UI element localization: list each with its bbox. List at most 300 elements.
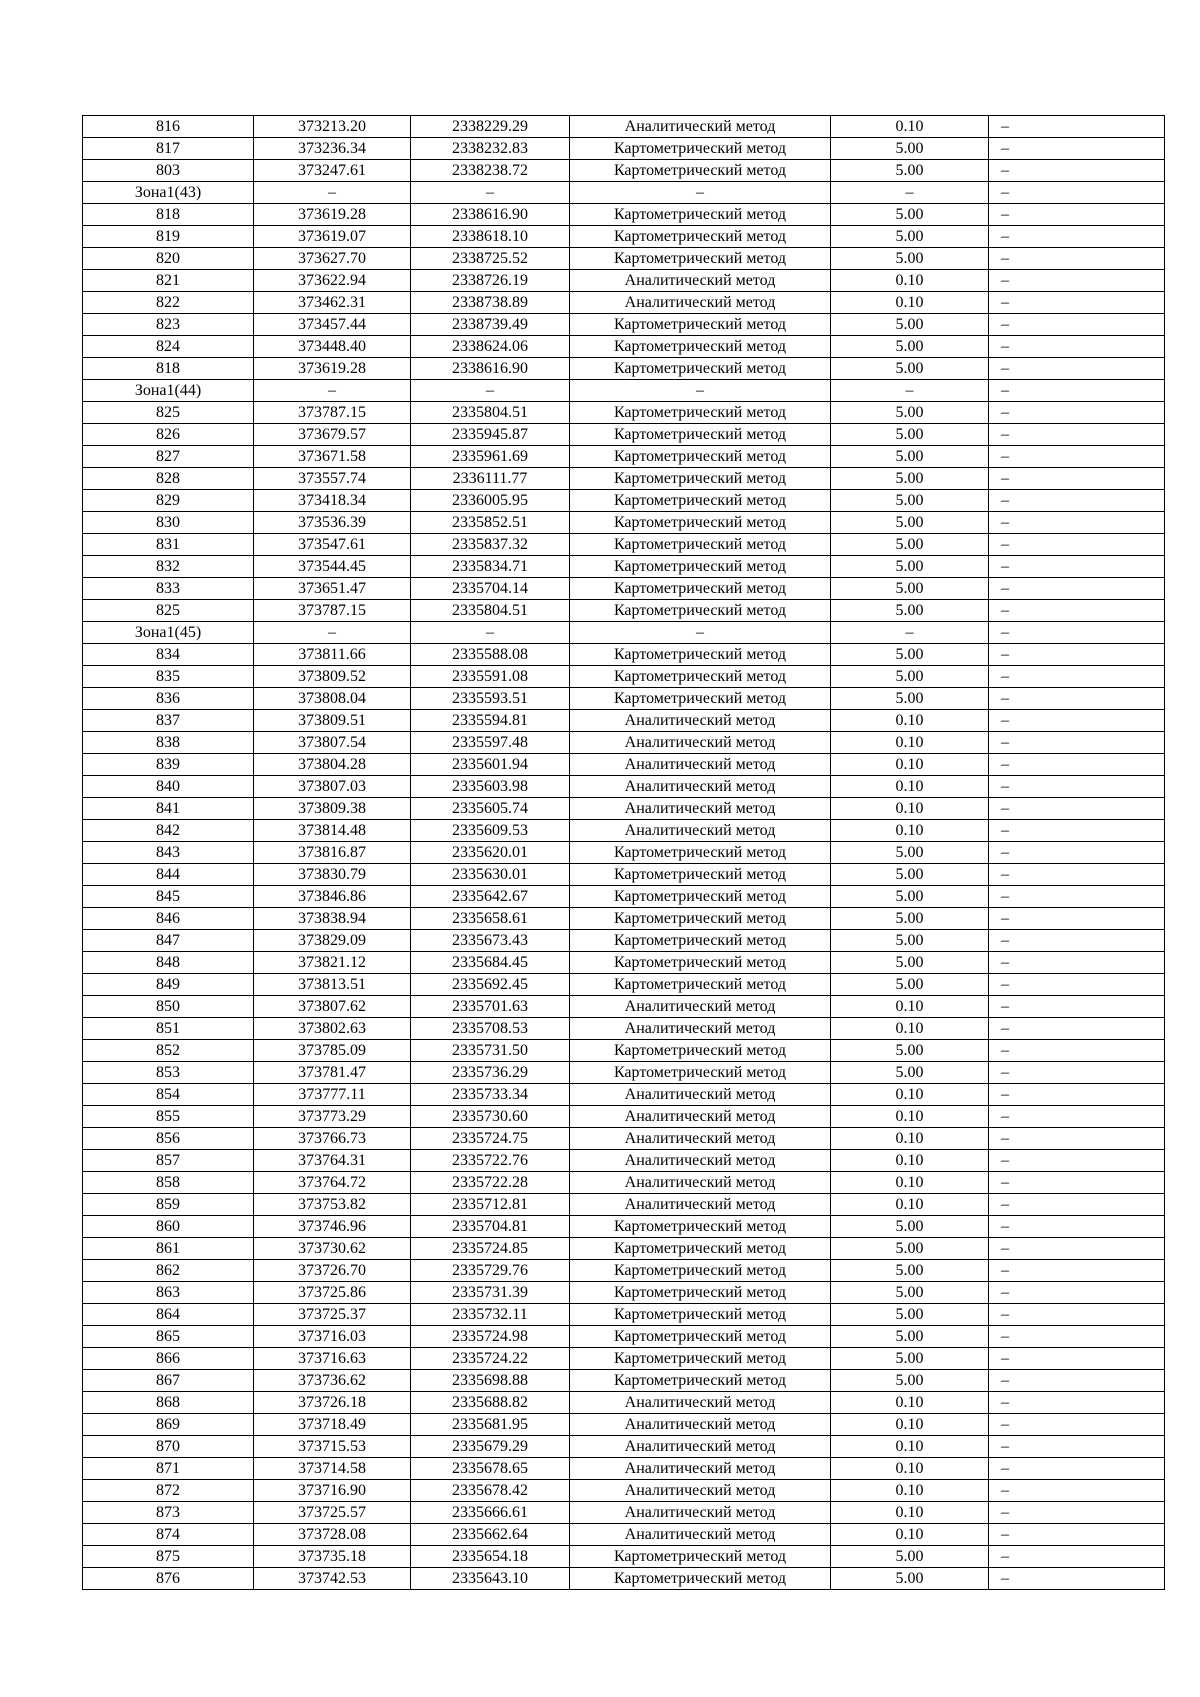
extra-cell: – [989,622,1165,644]
x-coordinate-cell: 373236.34 [254,138,411,160]
point-number-cell: 836 [83,688,254,710]
x-coordinate-cell: 373715.53 [254,1436,411,1458]
accuracy-cell: 5.00 [831,1062,989,1084]
method-cell: Картометрический метод [570,248,831,270]
method-cell: Картометрический метод [570,578,831,600]
point-number-cell: 856 [83,1128,254,1150]
method-cell: – [570,622,831,644]
x-coordinate-cell: 373766.73 [254,1128,411,1150]
point-number-cell: 817 [83,138,254,160]
extra-cell: – [989,864,1165,886]
point-number-cell: 844 [83,864,254,886]
y-coordinate-cell: 2335733.34 [411,1084,570,1106]
point-number-cell: 826 [83,424,254,446]
method-cell: Картометрический метод [570,886,831,908]
extra-cell: – [989,1216,1165,1238]
y-coordinate-cell: 2335679.29 [411,1436,570,1458]
table-row [83,358,1165,380]
x-coordinate-cell: 373773.29 [254,1106,411,1128]
table-row [83,1436,1165,1458]
table-row [83,688,1165,710]
point-number-cell: 845 [83,886,254,908]
x-coordinate-cell: 373213.20 [254,116,411,138]
point-number-cell: 847 [83,930,254,952]
accuracy-cell: 5.00 [831,534,989,556]
x-coordinate-cell: 373247.61 [254,160,411,182]
y-coordinate-cell: 2336111.77 [411,468,570,490]
extra-cell: – [989,1260,1165,1282]
point-number-cell: 873 [83,1502,254,1524]
y-coordinate-cell: 2335597.48 [411,732,570,754]
y-coordinate-cell: 2338624.06 [411,336,570,358]
y-coordinate-cell: 2335698.88 [411,1370,570,1392]
point-number-cell: 821 [83,270,254,292]
x-coordinate-cell: 373619.28 [254,358,411,380]
accuracy-cell: 0.10 [831,1436,989,1458]
accuracy-cell: 0.10 [831,270,989,292]
x-coordinate-cell: 373725.37 [254,1304,411,1326]
x-coordinate-cell: 373726.18 [254,1392,411,1414]
y-coordinate-cell: 2335708.53 [411,1018,570,1040]
table-row [83,1172,1165,1194]
extra-cell: – [989,688,1165,710]
accuracy-cell: 5.00 [831,226,989,248]
method-cell: Картометрический метод [570,204,831,226]
point-number-cell: 848 [83,952,254,974]
point-number-cell: 829 [83,490,254,512]
table-row [83,534,1165,556]
table-row [83,1502,1165,1524]
extra-cell: – [989,292,1165,314]
table-row [83,446,1165,468]
method-cell: Картометрический метод [570,1370,831,1392]
method-cell: Картометрический метод [570,952,831,974]
table-row [83,1062,1165,1084]
y-coordinate-cell: 2335712.81 [411,1194,570,1216]
accuracy-cell: 0.10 [831,710,989,732]
accuracy-cell: 5.00 [831,512,989,534]
method-cell: Картометрический метод [570,160,831,182]
extra-cell: – [989,644,1165,666]
method-cell: Аналитический метод [570,1480,831,1502]
extra-cell: – [989,446,1165,468]
point-number-cell: 832 [83,556,254,578]
point-number-cell: 870 [83,1436,254,1458]
x-coordinate-cell: – [254,380,411,402]
accuracy-cell: 5.00 [831,1326,989,1348]
extra-cell: – [989,1106,1165,1128]
point-number-cell: 867 [83,1370,254,1392]
accuracy-cell: – [831,182,989,204]
y-coordinate-cell: 2335731.50 [411,1040,570,1062]
accuracy-cell: 0.10 [831,1458,989,1480]
y-coordinate-cell: 2335731.39 [411,1282,570,1304]
point-number-cell: 837 [83,710,254,732]
accuracy-cell: 5.00 [831,886,989,908]
point-number-cell: 818 [83,204,254,226]
method-cell: Аналитический метод [570,1128,831,1150]
table-row [83,270,1165,292]
table-row [83,182,1165,204]
extra-cell: – [989,1172,1165,1194]
x-coordinate-cell: 373781.47 [254,1062,411,1084]
method-cell: Картометрический метод [570,1348,831,1370]
table-row [83,886,1165,908]
extra-cell: – [989,952,1165,974]
y-coordinate-cell: 2335681.95 [411,1414,570,1436]
method-cell: Аналитический метод [570,1458,831,1480]
method-cell: Картометрический метод [570,358,831,380]
accuracy-cell: 5.00 [831,842,989,864]
x-coordinate-cell: 373627.70 [254,248,411,270]
method-cell: Картометрический метод [570,908,831,930]
extra-cell: – [989,1568,1165,1590]
x-coordinate-cell: 373557.74 [254,468,411,490]
extra-cell: – [989,578,1165,600]
table-row [83,424,1165,446]
method-cell: Картометрический метод [570,864,831,886]
method-cell: Аналитический метод [570,798,831,820]
accuracy-cell: 5.00 [831,490,989,512]
y-coordinate-cell: 2335834.71 [411,556,570,578]
accuracy-cell: 0.10 [831,1194,989,1216]
x-coordinate-cell: 373457.44 [254,314,411,336]
extra-cell: – [989,138,1165,160]
point-number-cell: 842 [83,820,254,842]
table-row [83,798,1165,820]
point-number-cell: 824 [83,336,254,358]
method-cell: Картометрический метод [570,226,831,248]
y-coordinate-cell: 2335684.45 [411,952,570,974]
x-coordinate-cell: 373787.15 [254,402,411,424]
extra-cell: – [989,820,1165,842]
point-number-cell: 834 [83,644,254,666]
table-body [83,116,1165,1590]
extra-cell: – [989,358,1165,380]
extra-cell: – [989,314,1165,336]
extra-cell: – [989,1084,1165,1106]
x-coordinate-cell: 373651.47 [254,578,411,600]
point-number-cell: 851 [83,1018,254,1040]
y-coordinate-cell: 2335961.69 [411,446,570,468]
table-row [83,468,1165,490]
method-cell: Картометрический метод [570,1260,831,1282]
method-cell: Картометрический метод [570,446,831,468]
method-cell: Картометрический метод [570,1546,831,1568]
y-coordinate-cell: 2335654.18 [411,1546,570,1568]
x-coordinate-cell: 373730.62 [254,1238,411,1260]
extra-cell: – [989,1062,1165,1084]
table-row [83,930,1165,952]
accuracy-cell: 5.00 [831,952,989,974]
extra-cell: – [989,886,1165,908]
point-number-cell: 825 [83,402,254,424]
extra-cell: – [989,996,1165,1018]
accuracy-cell: 5.00 [831,1348,989,1370]
y-coordinate-cell: 2335724.85 [411,1238,570,1260]
y-coordinate-cell: – [411,622,570,644]
x-coordinate-cell: 373716.03 [254,1326,411,1348]
extra-cell: – [989,402,1165,424]
method-cell: Картометрический метод [570,666,831,688]
x-coordinate-cell: 373816.87 [254,842,411,864]
table-row [83,248,1165,270]
x-coordinate-cell: 373809.52 [254,666,411,688]
y-coordinate-cell: 2335724.98 [411,1326,570,1348]
y-coordinate-cell: 2335724.22 [411,1348,570,1370]
y-coordinate-cell: 2335609.53 [411,820,570,842]
method-cell: Аналитический метод [570,1018,831,1040]
method-cell: Аналитический метод [570,270,831,292]
table-row [83,160,1165,182]
x-coordinate-cell: 373622.94 [254,270,411,292]
method-cell: Картометрический метод [570,842,831,864]
table-row [83,732,1165,754]
point-number-cell: Зона1(45) [83,622,254,644]
point-number-cell: 872 [83,1480,254,1502]
table-row [83,314,1165,336]
accuracy-cell: 5.00 [831,600,989,622]
table-row [83,842,1165,864]
extra-cell: – [989,1238,1165,1260]
table-row [83,1128,1165,1150]
method-cell: Аналитический метод [570,1392,831,1414]
y-coordinate-cell: 2335945.87 [411,424,570,446]
y-coordinate-cell: 2335688.82 [411,1392,570,1414]
accuracy-cell: 0.10 [831,996,989,1018]
extra-cell: – [989,1480,1165,1502]
extra-cell: – [989,710,1165,732]
y-coordinate-cell: 2335701.63 [411,996,570,1018]
y-coordinate-cell: 2335593.51 [411,688,570,710]
y-coordinate-cell: 2335588.08 [411,644,570,666]
accuracy-cell: 0.10 [831,292,989,314]
table-row [83,622,1165,644]
table-row [83,952,1165,974]
point-number-cell: 835 [83,666,254,688]
x-coordinate-cell: 373807.03 [254,776,411,798]
table-row [83,908,1165,930]
accuracy-cell: 0.10 [831,1018,989,1040]
method-cell: Картометрический метод [570,314,831,336]
y-coordinate-cell: 2338726.19 [411,270,570,292]
x-coordinate-cell: 373807.62 [254,996,411,1018]
accuracy-cell: 0.10 [831,820,989,842]
point-number-cell: 818 [83,358,254,380]
x-coordinate-cell: 373742.53 [254,1568,411,1590]
method-cell: Картометрический метод [570,974,831,996]
method-cell: Аналитический метод [570,754,831,776]
table-row [83,1568,1165,1590]
method-cell: Аналитический метод [570,116,831,138]
method-cell: Аналитический метод [570,1172,831,1194]
method-cell: Картометрический метод [570,1216,831,1238]
y-coordinate-cell: 2335673.43 [411,930,570,952]
accuracy-cell: 0.10 [831,116,989,138]
table-row [83,380,1165,402]
method-cell: Картометрический метод [570,930,831,952]
table-row [83,974,1165,996]
table-row [83,864,1165,886]
table-row [83,512,1165,534]
accuracy-cell: 5.00 [831,1040,989,1062]
x-coordinate-cell: 373764.72 [254,1172,411,1194]
x-coordinate-cell: 373746.96 [254,1216,411,1238]
accuracy-cell: 0.10 [831,754,989,776]
accuracy-cell: 0.10 [831,798,989,820]
point-number-cell: 846 [83,908,254,930]
accuracy-cell: 5.00 [831,1304,989,1326]
point-number-cell: 866 [83,1348,254,1370]
y-coordinate-cell: 2335704.14 [411,578,570,600]
y-coordinate-cell: 2335605.74 [411,798,570,820]
method-cell: Картометрический метод [570,402,831,424]
accuracy-cell: 0.10 [831,1524,989,1546]
accuracy-cell: 5.00 [831,556,989,578]
method-cell: Картометрический метод [570,688,831,710]
accuracy-cell: 5.00 [831,1568,989,1590]
x-coordinate-cell: 373716.63 [254,1348,411,1370]
table-row [83,644,1165,666]
accuracy-cell: – [831,380,989,402]
accuracy-cell: 5.00 [831,1216,989,1238]
table-row [83,820,1165,842]
table-row [83,1282,1165,1304]
accuracy-cell: 5.00 [831,358,989,380]
y-coordinate-cell: 2335620.01 [411,842,570,864]
x-coordinate-cell: 373544.45 [254,556,411,578]
x-coordinate-cell: 373725.86 [254,1282,411,1304]
x-coordinate-cell: 373802.63 [254,1018,411,1040]
extra-cell: – [989,1546,1165,1568]
table-row [83,600,1165,622]
point-number-cell: 868 [83,1392,254,1414]
point-number-cell: 857 [83,1150,254,1172]
point-number-cell: 869 [83,1414,254,1436]
y-coordinate-cell: 2338618.10 [411,226,570,248]
accuracy-cell: 0.10 [831,1392,989,1414]
point-number-cell: 825 [83,600,254,622]
y-coordinate-cell: 2335594.81 [411,710,570,732]
x-coordinate-cell: – [254,182,411,204]
point-number-cell: 820 [83,248,254,270]
extra-cell: – [989,930,1165,952]
accuracy-cell: 5.00 [831,160,989,182]
method-cell: Картометрический метод [570,1304,831,1326]
method-cell: Картометрический метод [570,534,831,556]
accuracy-cell: 0.10 [831,1106,989,1128]
table-row [83,116,1165,138]
x-coordinate-cell: 373718.49 [254,1414,411,1436]
extra-cell: – [989,1128,1165,1150]
x-coordinate-cell: 373809.51 [254,710,411,732]
extra-cell: – [989,380,1165,402]
y-coordinate-cell: 2338738.89 [411,292,570,314]
table-row [83,292,1165,314]
method-cell: Картометрический метод [570,1326,831,1348]
y-coordinate-cell: – [411,182,570,204]
point-number-cell: 853 [83,1062,254,1084]
point-number-cell: Зона1(43) [83,182,254,204]
y-coordinate-cell: 2335722.28 [411,1172,570,1194]
method-cell: Картометрический метод [570,336,831,358]
method-cell: Картометрический метод [570,600,831,622]
x-coordinate-cell: 373785.09 [254,1040,411,1062]
extra-cell: – [989,798,1165,820]
y-coordinate-cell: 2335643.10 [411,1568,570,1590]
x-coordinate-cell: 373448.40 [254,336,411,358]
extra-cell: – [989,1436,1165,1458]
point-number-cell: 819 [83,226,254,248]
extra-cell: – [989,1392,1165,1414]
extra-cell: – [989,1194,1165,1216]
table-row [83,1414,1165,1436]
extra-cell: – [989,1282,1165,1304]
y-coordinate-cell: 2335837.32 [411,534,570,556]
extra-cell: – [989,1348,1165,1370]
y-coordinate-cell: 2338739.49 [411,314,570,336]
method-cell: Аналитический метод [570,820,831,842]
table-row [83,710,1165,732]
x-coordinate-cell: 373804.28 [254,754,411,776]
method-cell: Аналитический метод [570,776,831,798]
x-coordinate-cell: 373462.31 [254,292,411,314]
x-coordinate-cell: 373821.12 [254,952,411,974]
accuracy-cell: 0.10 [831,1172,989,1194]
accuracy-cell: 5.00 [831,578,989,600]
point-number-cell: 823 [83,314,254,336]
extra-cell: – [989,666,1165,688]
method-cell: Аналитический метод [570,292,831,314]
x-coordinate-cell: 373813.51 [254,974,411,996]
method-cell: Картометрический метод [570,644,831,666]
accuracy-cell: 5.00 [831,644,989,666]
extra-cell: – [989,160,1165,182]
extra-cell: – [989,1150,1165,1172]
method-cell: – [570,380,831,402]
table-row [83,1546,1165,1568]
extra-cell: – [989,512,1165,534]
extra-cell: – [989,556,1165,578]
method-cell: Картометрический метод [570,138,831,160]
method-cell: Аналитический метод [570,710,831,732]
accuracy-cell: 5.00 [831,930,989,952]
extra-cell: – [989,490,1165,512]
y-coordinate-cell: 2335591.08 [411,666,570,688]
x-coordinate-cell: 373547.61 [254,534,411,556]
point-number-cell: 852 [83,1040,254,1062]
table-row [83,996,1165,1018]
method-cell: Аналитический метод [570,1524,831,1546]
extra-cell: – [989,1018,1165,1040]
accuracy-cell: – [831,622,989,644]
point-number-cell: 828 [83,468,254,490]
x-coordinate-cell: 373838.94 [254,908,411,930]
extra-cell: – [989,424,1165,446]
extra-cell: – [989,776,1165,798]
table-row [83,578,1165,600]
table-row [83,666,1165,688]
extra-cell: – [989,974,1165,996]
x-coordinate-cell: 373829.09 [254,930,411,952]
method-cell: Картометрический метод [570,1062,831,1084]
table-row [83,754,1165,776]
point-number-cell: 855 [83,1106,254,1128]
extra-cell: – [989,248,1165,270]
table-row [83,1260,1165,1282]
extra-cell: – [989,1040,1165,1062]
y-coordinate-cell: 2335601.94 [411,754,570,776]
